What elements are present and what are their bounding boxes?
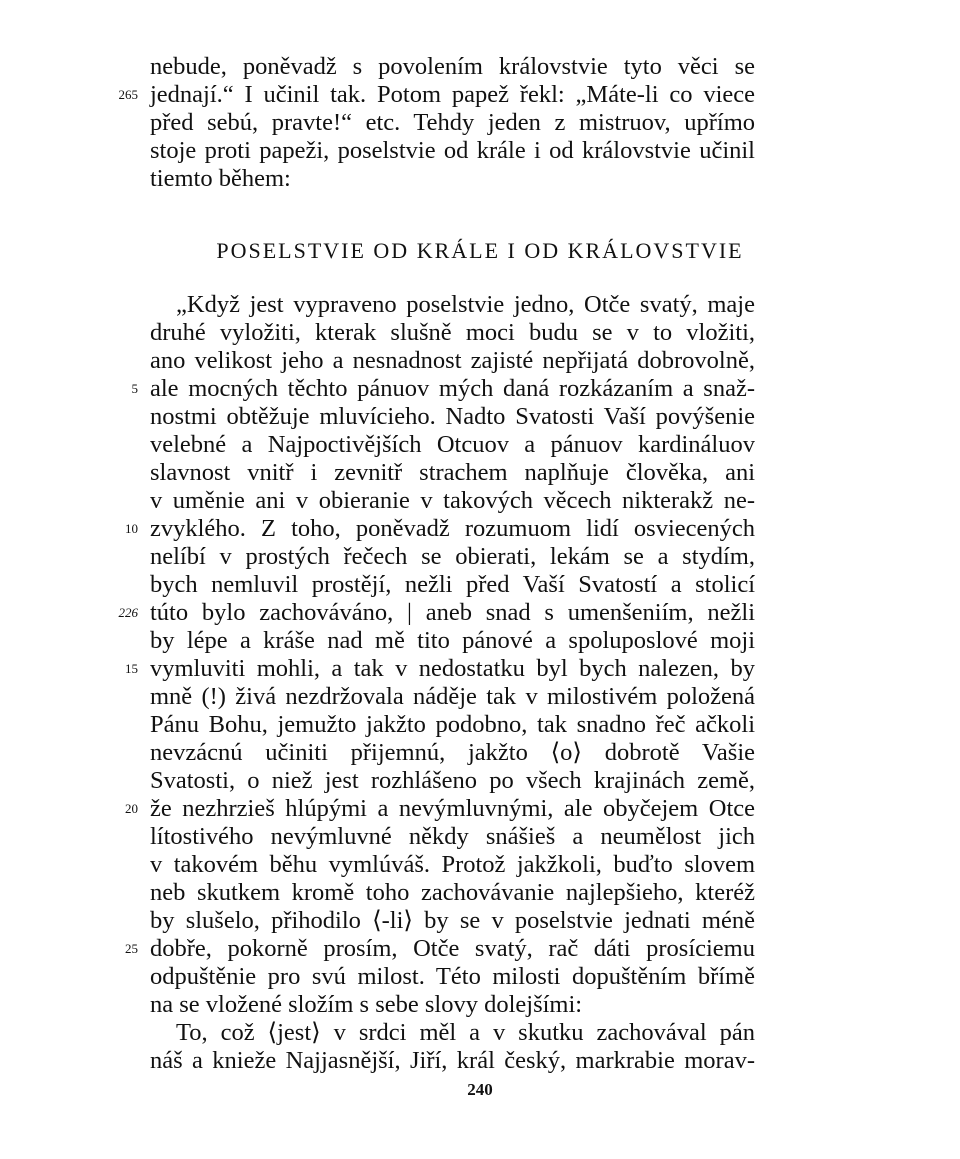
body-line: by slušelo, přihodilo ⟨-li⟩ by se v poselstvie jednati méně [150,907,755,934]
body-line: ale mocných těchto pánuov mých daná rozkázaním a snaž- [150,375,755,402]
body-line: na se vložené složím s sebe slovy dolejšími: [150,991,583,1018]
body-line: že nezhrzieš hlúpými a nevýmluvnými, ale obyčejem Otce [150,795,755,822]
body-line: druhé vyložiti, kterak slušně moci budu se v to vložiti, [150,319,755,346]
body-line: To, což ⟨jest⟩ v srdci měl a v skutku zachovával pán [176,1019,755,1046]
body-line: túto bylo zachováváno, | aneb snad s umenšeniím, nežli [150,599,755,626]
page-number: 240 [467,1080,493,1099]
margin-line-number: 10 [125,521,138,536]
body-line: ano velikost jeho a nesnadnost zajisté nepřijatá dobrovolně, [150,347,755,374]
margin-line-number: 15 [125,661,138,676]
body-line: v uměnie ani v obieranie v takových věcech nikterakž ne- [150,487,755,514]
intro-line: jednají.“ I učinil tak. Potom papež řekl: „Máte-li co viece [150,81,755,108]
body-line: lítostivého nevýmluvné někdy snášieš a neumělost jich [150,823,755,850]
body-line: v takovém běhu vymlúváš. Protož jakžkoli, buďto slovem [150,851,755,878]
intro-line: tiemto během: [150,165,291,192]
body-line: nevzácnú učiniti přijemnú, jakžto ⟨o⟩ dobrotě Vašie [150,739,755,766]
margin-line-number: 265 [118,87,138,102]
section-heading [0,236,960,266]
margin-line-number: 5 [131,381,138,396]
body-line: mně (!) živá nezdržovala náděje tak v milostivém položená [150,683,755,710]
body-line: slavnost vnitř i zevnitř strachem naplňuje člověka, ani [150,459,755,486]
body-line: neb skutkem kromě toho zachovávanie najlepšieho, kteréž [150,879,755,906]
section-heading-text: POSELSTVIE OD KRÁLE I OD KRÁLOVSTVIE [216,238,744,263]
body-line: zvyklého. Z toho, poněvadž rozumuom lidí osviecených [150,515,755,542]
intro-line: stoje proti papeži, poselstvie od krále i od královstvie učinil [150,137,755,164]
body-line: odpuštěnie pro svú milost. Této milosti dopuštěním břímě [150,963,755,990]
body-line: náš a knieže Najjasnější, Jiří, král český, markrabie morav- [150,1047,755,1074]
body-line: bych nemluvil prostějí, nežli před Vaší Svatostí a stolicí [150,571,755,598]
intro-line: před sebú, pravte!“ etc. Tehdy jeden z mistruov, upřímo [150,109,755,136]
body-line: Svatosti, o niež jest rozhlášeno po všech krajinách země, [150,767,755,794]
body-line: nelíbí v prostých řečech se obierati, lekám se a stydím, [150,543,755,570]
intro-line: nebude, poněvadž s povolením královstvie tyto věci se [150,53,755,80]
body-line: velebné a Najpoctivějších Otcuov a pánuov kardináluov [150,431,755,458]
body-line: vymluviti mohli, a tak v nedostatku byl bych nalezen, by [150,655,755,682]
body-line: by lépe a kráše nad mě tito pánové a spoluposlové moji [150,627,755,654]
body-line: dobře, pokorně prosím, Otče svatý, rač dáti prosíciemu [150,935,755,962]
margin-line-number: 25 [125,941,138,956]
margin-line-number: 20 [125,801,138,816]
body-line: „Když jest vypraveno poselstvie jedno, Otče svatý, maje [176,291,755,318]
margin-page-ref: 226 [118,605,138,620]
body-line: nostmi obtěžuje mluvícieho. Nadto Svatosti Vaší povýšenie [150,403,755,430]
body-line: Pánu Bohu, jemužto jakžto podobno, tak snadno řeč ačkoli [150,711,755,738]
